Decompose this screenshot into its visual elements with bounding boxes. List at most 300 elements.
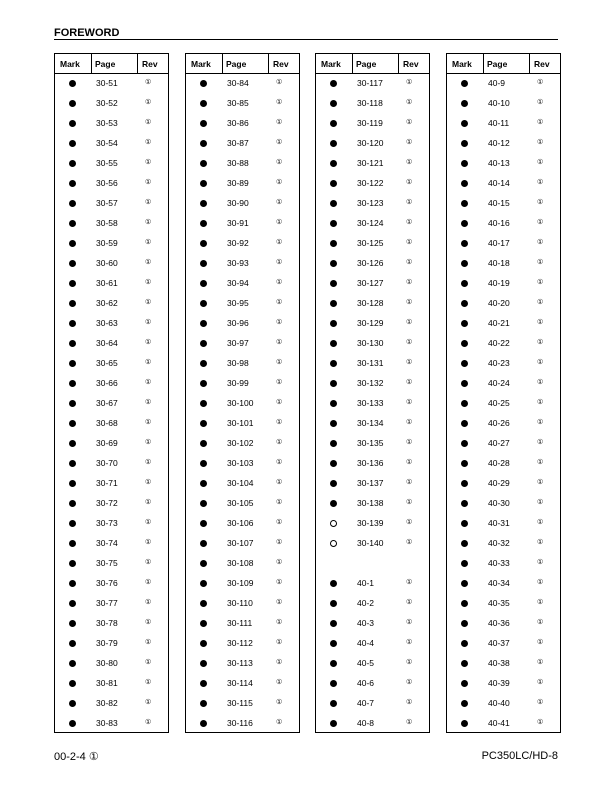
filled-circle-icon xyxy=(330,240,337,247)
header-page: Page xyxy=(226,59,247,69)
revision-number: ① xyxy=(406,179,413,186)
revision-number: ① xyxy=(145,499,152,506)
revision-number: ① xyxy=(145,299,152,306)
filled-circle-icon xyxy=(461,460,468,467)
page-number: 30-54 xyxy=(96,138,118,148)
revision-number: ① xyxy=(406,359,413,366)
filled-circle-icon xyxy=(200,680,207,687)
filled-circle-icon xyxy=(461,200,468,207)
revision-number: ① xyxy=(406,339,413,346)
table-row xyxy=(447,576,560,596)
revision-number: ① xyxy=(537,379,544,386)
revision-number: ① xyxy=(276,359,283,366)
header-divider xyxy=(222,54,223,74)
header-divider xyxy=(137,54,138,74)
filled-circle-icon xyxy=(69,180,76,187)
revision-number: ① xyxy=(276,599,283,606)
table-row xyxy=(186,296,299,316)
revision-number: ① xyxy=(537,539,544,546)
filled-circle-icon xyxy=(69,260,76,267)
table-row xyxy=(447,336,560,356)
table-row xyxy=(186,196,299,216)
table-row xyxy=(186,236,299,256)
filled-circle-icon xyxy=(200,400,207,407)
page-number: 30-109 xyxy=(227,578,254,588)
table-row xyxy=(447,216,560,236)
table-row xyxy=(186,416,299,436)
revision-number: ① xyxy=(537,199,544,206)
page-number: 30-76 xyxy=(96,578,118,588)
page-number: 30-98 xyxy=(227,358,249,368)
revision-number: ① xyxy=(537,679,544,686)
revision-number: ① xyxy=(406,159,413,166)
table-row xyxy=(55,556,168,576)
revision-number: ① xyxy=(145,179,152,186)
page-number: 30-77 xyxy=(96,598,118,608)
footer-page-number: 00-2-4 ① xyxy=(54,751,99,763)
page-number: 30-62 xyxy=(96,298,118,308)
filled-circle-icon xyxy=(200,180,207,187)
revision-number: ① xyxy=(537,239,544,246)
filled-circle-icon xyxy=(330,700,337,707)
page-number: 40-34 xyxy=(488,578,510,588)
revision-number: ① xyxy=(406,119,413,126)
table-header xyxy=(316,54,429,74)
filled-circle-icon xyxy=(461,420,468,427)
table-row xyxy=(447,516,560,536)
page-number: 40-16 xyxy=(488,218,510,228)
filled-circle-icon xyxy=(69,520,76,527)
filled-circle-icon xyxy=(461,600,468,607)
table-row xyxy=(55,576,168,596)
filled-circle-icon xyxy=(330,660,337,667)
table-row xyxy=(55,336,168,356)
revision-number: ① xyxy=(145,579,152,586)
header-rev: Rev xyxy=(273,59,289,69)
page-number: 30-140 xyxy=(357,538,384,548)
page-number: 40-7 xyxy=(357,698,375,708)
table-row xyxy=(55,416,168,436)
table-row xyxy=(55,316,168,336)
revision-number: ① xyxy=(145,699,152,706)
page-number: 40-13 xyxy=(488,158,510,168)
filled-circle-icon xyxy=(461,520,468,527)
page-number: 30-82 xyxy=(96,698,118,708)
page-number: 40-23 xyxy=(488,358,510,368)
table-row xyxy=(447,136,560,156)
header-divider xyxy=(91,54,92,74)
page-number: 30-68 xyxy=(96,418,118,428)
page-number: 30-123 xyxy=(357,198,384,208)
table-row xyxy=(186,76,299,96)
page-number: 30-91 xyxy=(227,218,249,228)
revision-number: ① xyxy=(145,139,152,146)
table-row xyxy=(186,516,299,536)
table-row xyxy=(447,376,560,396)
filled-circle-icon xyxy=(330,280,337,287)
filled-circle-icon xyxy=(461,260,468,267)
page-number: 30-93 xyxy=(227,258,249,268)
table-row xyxy=(55,716,168,736)
revision-number: ① xyxy=(276,399,283,406)
table-row xyxy=(55,456,168,476)
filled-circle-icon xyxy=(69,200,76,207)
filled-circle-icon xyxy=(461,160,468,167)
filled-circle-icon xyxy=(200,480,207,487)
table-row xyxy=(186,316,299,336)
filled-circle-icon xyxy=(330,200,337,207)
revision-number: ① xyxy=(145,619,152,626)
revision-number: ① xyxy=(276,139,283,146)
revision-number: ① xyxy=(276,419,283,426)
page-number: 30-61 xyxy=(96,278,118,288)
table-row xyxy=(55,96,168,116)
table-row xyxy=(316,476,429,496)
page-number: 30-87 xyxy=(227,138,249,148)
table-row xyxy=(316,116,429,136)
table-row xyxy=(316,676,429,696)
revision-number: ① xyxy=(276,439,283,446)
revision-number: ① xyxy=(145,439,152,446)
filled-circle-icon xyxy=(461,720,468,727)
table-row xyxy=(316,456,429,476)
table-row xyxy=(447,296,560,316)
filled-circle-icon xyxy=(69,540,76,547)
revision-number: ① xyxy=(537,319,544,326)
filled-circle-icon xyxy=(330,100,337,107)
filled-circle-icon xyxy=(200,620,207,627)
table-row xyxy=(55,396,168,416)
page-number: 40-24 xyxy=(488,378,510,388)
table-row xyxy=(55,236,168,256)
revision-number: ① xyxy=(537,79,544,86)
table-row xyxy=(447,416,560,436)
filled-circle-icon xyxy=(330,480,337,487)
filled-circle-icon xyxy=(200,660,207,667)
page-number: 40-32 xyxy=(488,538,510,548)
table-row xyxy=(186,136,299,156)
page-number: 40-8 xyxy=(357,718,375,728)
table-row xyxy=(186,636,299,656)
table-row xyxy=(186,536,299,556)
revision-number: ① xyxy=(276,299,283,306)
revision-number: ① xyxy=(145,339,152,346)
page-number: 30-85 xyxy=(227,98,249,108)
filled-circle-icon xyxy=(330,440,337,447)
page-number: 30-138 xyxy=(357,498,384,508)
filled-circle-icon xyxy=(330,160,337,167)
filled-circle-icon xyxy=(461,700,468,707)
page-number: 30-104 xyxy=(227,478,254,488)
table-row xyxy=(186,256,299,276)
table-row xyxy=(447,716,560,736)
filled-circle-icon xyxy=(200,200,207,207)
table-row xyxy=(316,176,429,196)
page-number: 40-22 xyxy=(488,338,510,348)
table-row xyxy=(316,356,429,376)
page-number: 30-115 xyxy=(227,698,253,708)
revision-number: ① xyxy=(145,599,152,606)
table-row xyxy=(447,196,560,216)
revision-number: ① xyxy=(537,419,544,426)
revision-number: ① xyxy=(537,459,544,466)
filled-circle-icon xyxy=(461,400,468,407)
filled-circle-icon xyxy=(330,400,337,407)
filled-circle-icon xyxy=(200,280,207,287)
filled-circle-icon xyxy=(69,160,76,167)
page-number: 30-111 xyxy=(227,618,253,628)
revision-number: ① xyxy=(145,279,152,286)
table-row xyxy=(316,636,429,656)
page-number: 30-65 xyxy=(96,358,118,368)
header-mark: Mark xyxy=(60,59,80,69)
table-row xyxy=(55,596,168,616)
revision-number: ① xyxy=(145,559,152,566)
filled-circle-icon xyxy=(69,720,76,727)
filled-circle-icon xyxy=(69,620,76,627)
page-number: 40-20 xyxy=(488,298,510,308)
filled-circle-icon xyxy=(69,340,76,347)
table-row xyxy=(447,556,560,576)
table-row xyxy=(447,476,560,496)
revision-number: ① xyxy=(276,679,283,686)
filled-circle-icon xyxy=(461,660,468,667)
page-number: 40-19 xyxy=(488,278,510,288)
table-row xyxy=(186,496,299,516)
revision-number: ① xyxy=(537,479,544,486)
table-row xyxy=(186,556,299,576)
page-number: 40-25 xyxy=(488,398,510,408)
page-number: 30-52 xyxy=(96,98,118,108)
filled-circle-icon xyxy=(69,660,76,667)
table-row xyxy=(447,436,560,456)
page-number: 30-81 xyxy=(96,678,118,688)
page-number: 30-134 xyxy=(357,418,384,428)
half-circle-icon xyxy=(330,540,337,547)
page-number: 30-90 xyxy=(227,198,249,208)
revision-number: ① xyxy=(406,599,413,606)
table-row xyxy=(316,536,429,556)
revision-number: ① xyxy=(276,559,283,566)
filled-circle-icon xyxy=(69,120,76,127)
revision-number: ① xyxy=(406,459,413,466)
filled-circle-icon xyxy=(200,520,207,527)
page-number: 40-28 xyxy=(488,458,510,468)
filled-circle-icon xyxy=(330,140,337,147)
header-divider xyxy=(529,54,530,74)
revision-number: ① xyxy=(276,99,283,106)
filled-circle-icon xyxy=(461,100,468,107)
table-row xyxy=(447,96,560,116)
header-divider xyxy=(352,54,353,74)
page-number: 30-106 xyxy=(227,518,254,528)
page-number: 30-73 xyxy=(96,518,118,528)
filled-circle-icon xyxy=(461,180,468,187)
revision-number: ① xyxy=(276,379,283,386)
table-row xyxy=(55,636,168,656)
page-number: 30-55 xyxy=(96,158,118,168)
filled-circle-icon xyxy=(69,400,76,407)
filled-circle-icon xyxy=(200,460,207,467)
table-row xyxy=(186,176,299,196)
filled-circle-icon xyxy=(69,440,76,447)
filled-circle-icon xyxy=(69,580,76,587)
revision-number: ① xyxy=(406,639,413,646)
revision-number: ① xyxy=(537,299,544,306)
filled-circle-icon xyxy=(330,180,337,187)
page-number: 40-33 xyxy=(488,558,510,568)
table-row xyxy=(55,656,168,676)
revision-number: ① xyxy=(276,659,283,666)
revision-number: ① xyxy=(145,379,152,386)
page-number: 30-80 xyxy=(96,658,118,668)
revision-number: ① xyxy=(406,99,413,106)
page-number: 40-39 xyxy=(488,678,510,688)
revision-number: ① xyxy=(537,659,544,666)
revision-number: ① xyxy=(406,499,413,506)
filled-circle-icon xyxy=(200,580,207,587)
filled-circle-icon xyxy=(200,600,207,607)
filled-circle-icon xyxy=(461,120,468,127)
filled-circle-icon xyxy=(69,220,76,227)
page-number: 30-99 xyxy=(227,378,249,388)
filled-circle-icon xyxy=(69,100,76,107)
page-title: FOREWORD xyxy=(54,27,120,39)
revision-number: ① xyxy=(276,79,283,86)
table-row xyxy=(186,676,299,696)
table-row xyxy=(316,596,429,616)
page-number: 30-108 xyxy=(227,558,254,568)
table-row xyxy=(316,336,429,356)
filled-circle-icon xyxy=(461,620,468,627)
header-divider xyxy=(268,54,269,74)
page-number: 30-60 xyxy=(96,258,118,268)
filled-circle-icon xyxy=(461,640,468,647)
revision-number: ① xyxy=(537,139,544,146)
page-number: 40-37 xyxy=(488,638,510,648)
revision-number: ① xyxy=(537,519,544,526)
table-row xyxy=(55,496,168,516)
page-number: 30-120 xyxy=(357,138,384,148)
revision-number: ① xyxy=(276,219,283,226)
page-number: 40-5 xyxy=(357,658,375,668)
page-number: 30-117 xyxy=(357,78,383,88)
filled-circle-icon xyxy=(461,540,468,547)
revision-table-4 xyxy=(446,53,561,733)
filled-circle-icon xyxy=(69,300,76,307)
table-row xyxy=(55,76,168,96)
page-number: 40-3 xyxy=(357,618,375,628)
revision-number: ① xyxy=(406,379,413,386)
header-page: Page xyxy=(356,59,377,69)
revision-number: ① xyxy=(145,479,152,486)
revision-number: ① xyxy=(145,79,152,86)
table-row xyxy=(447,356,560,376)
filled-circle-icon xyxy=(200,240,207,247)
revision-number: ① xyxy=(276,279,283,286)
table-header xyxy=(55,54,168,74)
revision-number: ① xyxy=(406,539,413,546)
page-number: 30-136 xyxy=(357,458,384,468)
table-header xyxy=(447,54,560,74)
page-number: 30-119 xyxy=(357,118,383,128)
page-number: 40-36 xyxy=(488,618,510,628)
filled-circle-icon xyxy=(200,320,207,327)
page-number: 40-29 xyxy=(488,478,510,488)
table-row xyxy=(55,616,168,636)
table-row xyxy=(186,336,299,356)
table-row xyxy=(186,216,299,236)
filled-circle-icon xyxy=(461,380,468,387)
table-row xyxy=(316,516,429,536)
table-row xyxy=(316,96,429,116)
page-number: 30-71 xyxy=(96,478,118,488)
revision-number: ① xyxy=(406,659,413,666)
page-number: 30-92 xyxy=(227,238,249,248)
table-row xyxy=(447,316,560,336)
filled-circle-icon xyxy=(330,620,337,627)
filled-circle-icon xyxy=(200,640,207,647)
filled-circle-icon xyxy=(69,560,76,567)
page-number: 30-114 xyxy=(227,678,253,688)
revision-number: ① xyxy=(276,639,283,646)
filled-circle-icon xyxy=(461,360,468,367)
page-number: 30-66 xyxy=(96,378,118,388)
header-page: Page xyxy=(95,59,116,69)
table-row xyxy=(186,436,299,456)
filled-circle-icon xyxy=(69,140,76,147)
filled-circle-icon xyxy=(69,480,76,487)
revision-number: ① xyxy=(406,279,413,286)
table-row xyxy=(316,556,429,576)
table-row xyxy=(55,476,168,496)
table-row xyxy=(316,216,429,236)
revision-table-1 xyxy=(54,53,169,733)
revision-number: ① xyxy=(276,619,283,626)
revision-number: ① xyxy=(145,399,152,406)
revision-number: ① xyxy=(537,499,544,506)
table-row xyxy=(55,436,168,456)
filled-circle-icon xyxy=(200,160,207,167)
header-divider xyxy=(398,54,399,74)
revision-number: ① xyxy=(145,119,152,126)
filled-circle-icon xyxy=(200,700,207,707)
table-row xyxy=(447,596,560,616)
filled-circle-icon xyxy=(461,560,468,567)
revision-number: ① xyxy=(406,419,413,426)
table-row xyxy=(55,116,168,136)
filled-circle-icon xyxy=(330,500,337,507)
revision-number: ① xyxy=(406,719,413,726)
page-number: 30-72 xyxy=(96,498,118,508)
revision-number: ① xyxy=(537,279,544,286)
filled-circle-icon xyxy=(461,140,468,147)
revision-number: ① xyxy=(276,719,283,726)
page-number: 30-112 xyxy=(227,638,253,648)
revision-number: ① xyxy=(406,219,413,226)
table-row xyxy=(186,716,299,736)
filled-circle-icon xyxy=(461,340,468,347)
page-number: 30-59 xyxy=(96,238,118,248)
header-page: Page xyxy=(487,59,508,69)
header-mark: Mark xyxy=(321,59,341,69)
table-row xyxy=(316,196,429,216)
filled-circle-icon xyxy=(69,320,76,327)
revision-number: ① xyxy=(276,259,283,266)
revision-number: ① xyxy=(276,159,283,166)
filled-circle-icon xyxy=(330,580,337,587)
revision-number: ① xyxy=(406,679,413,686)
